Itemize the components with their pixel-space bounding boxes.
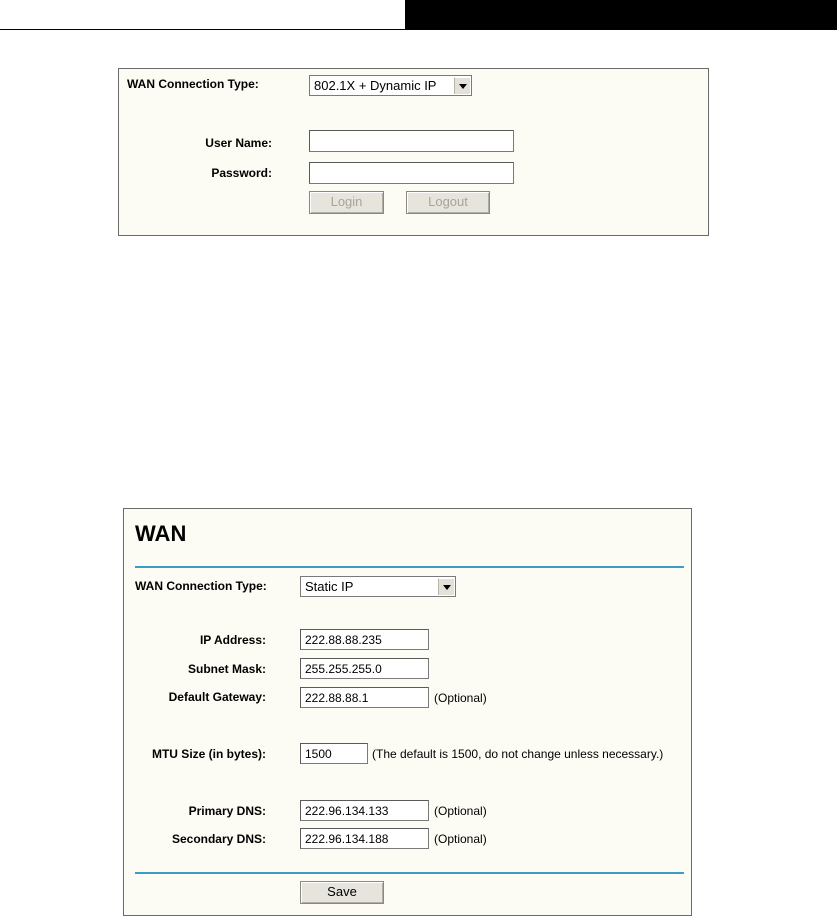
- wan-type-label: WAN Connection Type:: [135, 579, 267, 593]
- logout-button[interactable]: Logout: [406, 191, 490, 214]
- default-gateway-label: Default Gateway:: [168, 690, 266, 704]
- chevron-down-icon[interactable]: [438, 578, 454, 595]
- mtu-size-input[interactable]: 1500: [300, 743, 368, 764]
- gateway-optional-note: (Optional): [434, 691, 487, 705]
- secondary-dns-input[interactable]: 222.96.134.188: [300, 828, 429, 849]
- save-button[interactable]: Save: [300, 881, 384, 904]
- mtu-hint: (The default is 1500, do not change unless necessary.): [372, 747, 664, 761]
- wan-static-ip-panel: [123, 508, 692, 916]
- ip-address-label: IP Address:: [199, 633, 266, 647]
- subnet-mask-input[interactable]: 255.255.255.0: [300, 658, 429, 679]
- bottom-divider: [135, 872, 684, 874]
- chevron-down-icon[interactable]: [454, 77, 470, 94]
- top-divider: [135, 566, 684, 568]
- mtu-size-label: MTU Size (in bytes):: [151, 747, 266, 761]
- username-input[interactable]: [309, 130, 514, 152]
- header-rule: [0, 29, 837, 30]
- header-black-bar: [405, 0, 837, 29]
- username-label: User Name:: [205, 136, 272, 150]
- ip-address-input[interactable]: 222.88.88.235: [300, 629, 429, 650]
- secondary-dns-label: Secondary DNS:: [171, 832, 266, 846]
- primary-dns-label: Primary DNS:: [188, 804, 266, 818]
- wan-type-select-value: 802.1X + Dynamic IP: [314, 78, 437, 93]
- wan-type-select[interactable]: [309, 75, 472, 96]
- page-title: WAN: [135, 521, 187, 546]
- secondary-dns-optional-note: (Optional): [434, 832, 487, 846]
- wan-type-select[interactable]: [300, 576, 456, 597]
- password-input[interactable]: [309, 162, 514, 184]
- wan-type-label: WAN Connection Type:: [127, 77, 259, 91]
- password-label: Password:: [211, 166, 272, 180]
- login-button[interactable]: Login: [309, 191, 384, 214]
- primary-dns-optional-note: (Optional): [434, 804, 487, 818]
- dynamic-ip-panel: [118, 68, 709, 236]
- primary-dns-input[interactable]: 222.96.134.133: [300, 800, 429, 821]
- default-gateway-input[interactable]: 222.88.88.1: [300, 687, 429, 708]
- subnet-mask-label: Subnet Mask:: [187, 662, 266, 676]
- wan-type-select-value: Static IP: [305, 579, 354, 594]
